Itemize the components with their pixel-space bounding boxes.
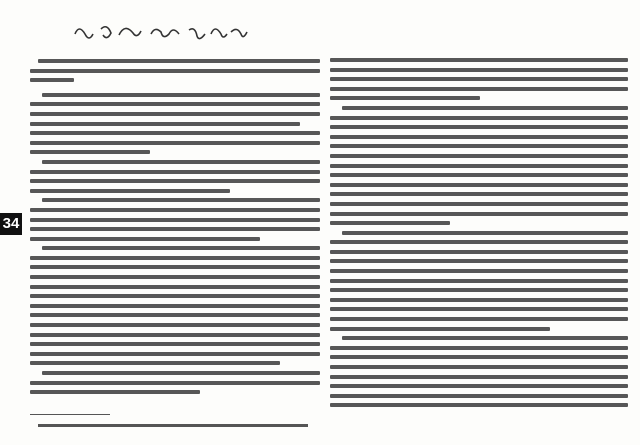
page-number-badge: 34 <box>0 213 22 235</box>
left-column-text <box>30 56 320 436</box>
right-column-text <box>330 55 628 435</box>
footnote-divider <box>30 414 110 415</box>
footnote-text <box>38 421 318 431</box>
title-script-graphic <box>55 20 265 46</box>
